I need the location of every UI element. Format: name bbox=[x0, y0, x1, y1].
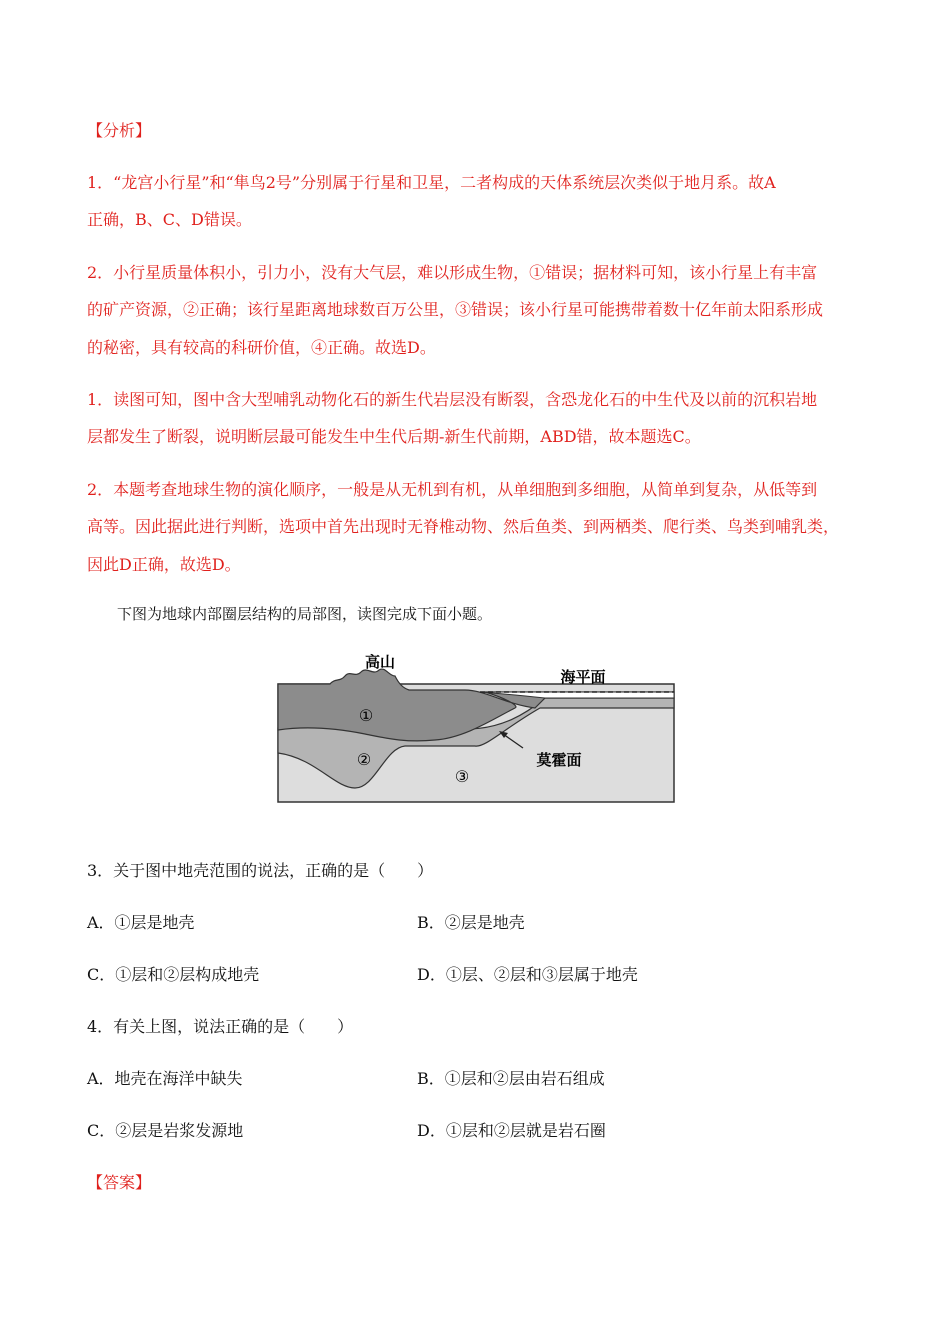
analysis-heading: 【分析】 bbox=[87, 121, 152, 140]
analysis-line: 正确，B、C、D错误。 bbox=[87, 210, 252, 229]
analysis-line: 2．小行星质量体积小，引力小，没有大气层，难以形成生物，①错误；据材料可知，该小行星上有丰富 bbox=[87, 263, 818, 282]
analysis-line: 1．“龙宫小行星”和“隼鸟2号”分别属于行星和卫星，二者构成的天体系统层次类似于地月系。故A bbox=[87, 173, 776, 192]
analysis-line: 1．读图可知，图中含大型哺乳动物化石的新生代岩层没有断裂，含恐龙化石的中生代及以前的沉积岩地 bbox=[87, 390, 818, 409]
q3-option-b[interactable]: B．②层是地壳 bbox=[417, 913, 525, 932]
analysis-line: 的矿产资源，②正确；该行星距离地球数百万公里，③错误；该小行星可能携带着数十亿年前太阳系形成 bbox=[87, 300, 824, 319]
analysis-line: 2．本题考查地球生物的演化顺序，一般是从无机到有机，从单细胞到多细胞，从简单到复杂，从低等到 bbox=[87, 480, 818, 499]
q3-option-a[interactable]: A．①层是地壳 bbox=[87, 913, 195, 932]
q4-option-a[interactable]: A．地壳在海洋中缺失 bbox=[87, 1069, 243, 1088]
analysis-line: 因此D正确，故选D。 bbox=[87, 555, 241, 574]
label-moho: 莫霍面 bbox=[536, 751, 582, 769]
label-layer-3: ③ bbox=[454, 767, 470, 786]
label-sea-level: 海平面 bbox=[560, 668, 606, 686]
q4-option-d[interactable]: D．①层和②层就是岩石圈 bbox=[417, 1121, 606, 1140]
analysis-line: 的秘密，具有较高的科研价值，④正确。故选D。 bbox=[87, 338, 436, 357]
q4-option-b[interactable]: B．①层和②层由岩石组成 bbox=[417, 1069, 605, 1088]
label-layer-2: ② bbox=[356, 750, 372, 769]
analysis-line: 层都发生了断裂，说明断层最可能发生中生代后期-新生代前期，ABD错，故本题选C。 bbox=[87, 427, 701, 446]
earth-layers-figure bbox=[275, 648, 680, 808]
q3-option-c[interactable]: C．①层和②层构成地壳 bbox=[87, 965, 260, 984]
q4-option-c[interactable]: C．②层是岩浆发源地 bbox=[87, 1121, 244, 1140]
q4-stem: 4．有关上图，说法正确的是（ ） bbox=[87, 1017, 354, 1036]
figure-intro: 下图为地球内部圈层结构的局部图，读图完成下面小题。 bbox=[117, 605, 493, 623]
q3-stem: 3．关于图中地壳范围的说法，正确的是（ ） bbox=[87, 861, 434, 880]
label-mountain: 高山 bbox=[364, 653, 396, 671]
q3-option-d[interactable]: D．①层、②层和③层属于地壳 bbox=[417, 965, 638, 984]
analysis-line: 高等。因此据此进行判断，选项中首先出现时无脊椎动物、然后鱼类、到两栖类、爬行类、鸟类到哺乳类， bbox=[87, 517, 840, 536]
label-layer-1: ① bbox=[358, 706, 374, 725]
earth-layers-diagram bbox=[275, 648, 680, 808]
answer-heading: 【答案】 bbox=[87, 1173, 152, 1192]
